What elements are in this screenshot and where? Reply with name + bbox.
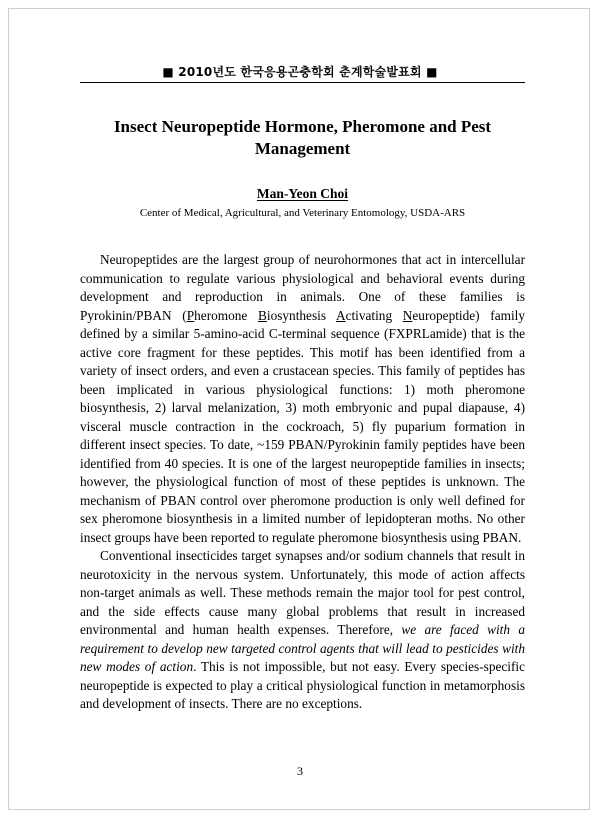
acronym-word-a: ctivating — [345, 307, 403, 323]
running-header: ■ 2010년도 한국응용곤충학회 춘계학술발표회 ■ — [162, 65, 438, 79]
acronym-word-p: heromone — [194, 307, 259, 323]
paragraph-2 — [80, 547, 525, 714]
paper-title — [80, 116, 525, 160]
paragraph-1 — [80, 251, 525, 547]
acronym-word-b: iosynthesis — [266, 307, 336, 323]
paragraph-1-text-b: ) family defined by a similar 5-amino-acid C-terminal sequence (FXPRLamide) that is the active core fragment for these peptides. This motif has been identified from a variety of insect orders, and even a crustacean species. This family of peptides has been implicated in various physiological functions: 1) moth pheromone biosynthesis, 2) larval melanization, 3) moth embryonic and pupal diapause, 4) visceral muscle contraction in the cockroach, 5) fly puparium formation in different insect species. To date, ~159 PBAN/Pyrokinin family peptides have been identified from 40 species. It is one of the largest neuropeptide families in insects; however, the physiological function of most of these peptides is unknown. The mechanism of PBAN control over pheromone production is only well defined for sex pheromone biosynthesis in a limited number of lepidopteran moths. No other insect groups have been reported to regulate pheromone biosynthesis using PBAN. — [80, 307, 525, 545]
paragraph-1-text-a: Neuropeptides are the largest group of neurohormones that act in intercellular communication to regulate various physiological and behavioral events during development and reproduction in animals. One of these families is Pyrokinin/PBAN ( — [80, 252, 525, 323]
acronym-letter-p: P — [186, 307, 195, 323]
paragraph-2-text-b: . This is not impossible, but not easy. Every species-specific neuropeptide is expected to play a critical physiological function in metamorphosis and development of insects. There are no exceptions. — [80, 659, 526, 711]
body-text — [80, 251, 525, 714]
acronym-letter-b: B — [258, 307, 267, 323]
paragraph-2-emphasis: we are faced with a requirement to develop new targeted control agents that will lead to pesticides with new modes of action — [80, 622, 525, 674]
paragraph-2-text-a: Conventional insecticides target synapses and/or sodium channels that result in neurotoxicity in the nervous system. Unfortunately, this mode of action affects non-target animals as well. These methods remain the major tool for pest control, and the side effects cause many global problems that result in increased environmental and human health expenses. Therefore, — [80, 548, 525, 637]
acronym-letter-a: A — [335, 307, 346, 323]
author-name: Man-Yeon Choi — [256, 186, 349, 201]
author-affiliation: Center of Medical, Agricultural, and Veterinary Entomology, USDA-ARS — [139, 207, 466, 219]
paper-title-line-1: Insect Neuropeptide Hormone, Pheromone and Pest — [113, 117, 492, 136]
page-number: 3 — [297, 764, 303, 778]
header-rule — [80, 82, 525, 83]
acronym-letter-n: N — [402, 307, 413, 323]
acronym-word-n: europeptide — [412, 307, 476, 323]
paper-title-line-2: Management — [254, 139, 351, 158]
